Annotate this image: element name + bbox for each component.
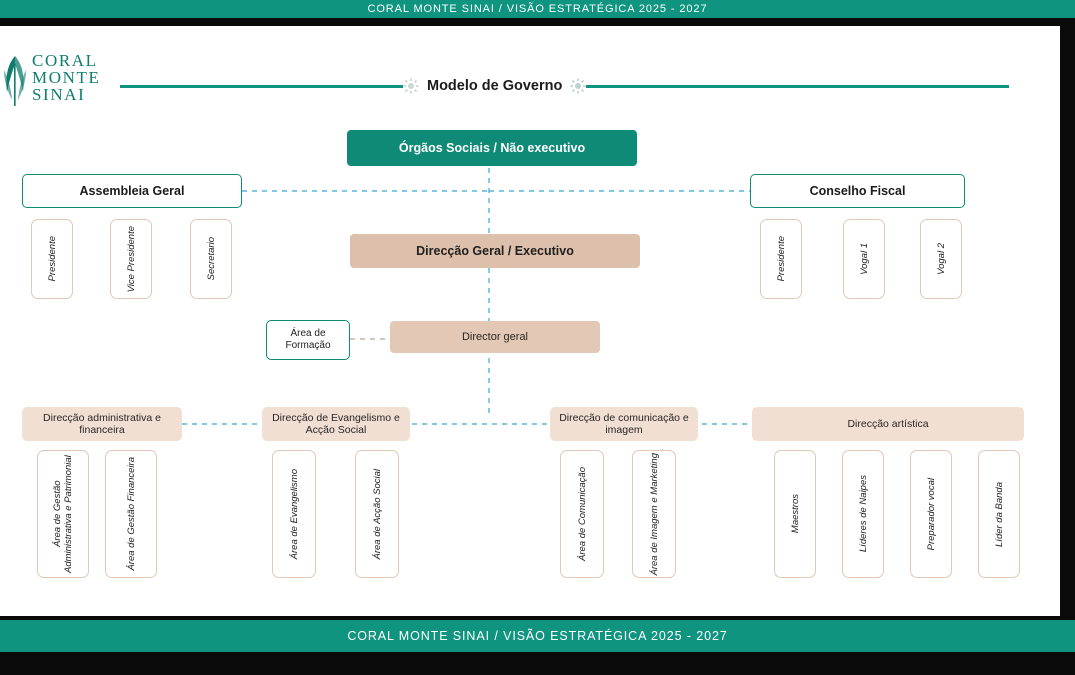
node-area-formacao[interactable] — [266, 320, 350, 360]
logo — [0, 48, 130, 116]
node-director-geral[interactable] — [390, 321, 600, 353]
node-label: Área de Formação — [285, 328, 331, 351]
page-title: Modelo de Governo — [427, 78, 563, 94]
palm-leaf-icon — [2, 54, 28, 108]
node-area-imagem-marketing[interactable]: Área de Imagem e Marketing — [632, 450, 676, 578]
node-conselho-vogal-2[interactable]: Vogal 2 — [920, 219, 962, 299]
node-direccao-geral[interactable] — [350, 234, 640, 268]
node-label: Direcção de Evangelismo e Acção Social — [272, 412, 400, 436]
node-direccao-administrativa-financeira[interactable] — [22, 407, 182, 441]
top-banner — [0, 0, 1075, 18]
node-conselho-vogal-1[interactable]: Vogal 1 — [843, 219, 885, 299]
node-conselho-presidente[interactable]: Presidente — [760, 219, 802, 299]
sun-icon — [570, 78, 586, 94]
node-label: Assembleia Geral — [79, 184, 185, 198]
node-area-gestao-administrativa[interactable]: Área de Gestão Administrativa e Patrimonial — [37, 450, 89, 578]
slide-canvas — [0, 26, 1060, 616]
node-label: Direcção Geral / Executivo — [416, 244, 574, 258]
node-direccao-evangelismo[interactable] — [262, 407, 410, 441]
node-assembleia-vice-presidente[interactable]: Vice Presidente — [110, 219, 152, 299]
header-rule-right — [586, 85, 1009, 88]
node-area-comunicacao[interactable]: Área de Comunicação — [560, 450, 604, 578]
node-direccao-comunicacao-imagem[interactable] — [550, 407, 698, 441]
node-area-accao-social[interactable]: Área de Acção Social — [355, 450, 399, 578]
node-assembleia-presidente[interactable]: Presidente — [31, 219, 73, 299]
node-preparador-vocal[interactable]: Preparador vocal — [910, 450, 952, 578]
node-label: Director geral — [461, 331, 529, 343]
sun-icon — [403, 78, 419, 94]
node-conselho-fiscal[interactable] — [750, 174, 965, 208]
node-label: Direcção administrativa e financeira — [43, 412, 161, 436]
logo-wordmark — [32, 52, 100, 103]
node-lideres-de-naipes[interactable]: Líderes de Naipes — [842, 450, 884, 578]
node-label: Órgãos Sociais / Não executivo — [398, 141, 586, 155]
node-orgaos-sociais[interactable] — [347, 130, 637, 166]
bottom-banner-text: CORAL MONTE SINAI / VISÃO ESTRATÉGICA 2025 - 2027 — [347, 629, 728, 643]
logo-line-3: SINAI — [32, 85, 86, 104]
node-area-gestao-financeira[interactable]: Área de Gestão Financeira — [105, 450, 157, 578]
node-label: Conselho Fiscal — [809, 184, 906, 198]
node-assembleia-geral[interactable] — [22, 174, 242, 208]
node-maestros[interactable]: Maestros — [774, 450, 816, 578]
logo-line-1: CORAL — [32, 51, 98, 70]
node-label: Direcção de comunicação e imagem — [559, 412, 689, 436]
node-lider-da-banda[interactable]: Líder da Banda — [978, 450, 1020, 578]
node-assembleia-secretario[interactable]: Secretario — [190, 219, 232, 299]
node-area-evangelismo[interactable]: Área de Evangelismo — [272, 450, 316, 578]
header-rule-left — [120, 85, 403, 88]
bottom-banner — [0, 620, 1075, 652]
node-label: Direcção artística — [847, 418, 929, 430]
node-direccao-artistica[interactable] — [752, 407, 1024, 441]
header-title-row — [120, 74, 1030, 98]
top-banner-text: CORAL MONTE SINAI / VISÃO ESTRATÉGICA 2025 - 2027 — [367, 3, 708, 15]
logo-line-2: MONTE — [32, 68, 101, 87]
